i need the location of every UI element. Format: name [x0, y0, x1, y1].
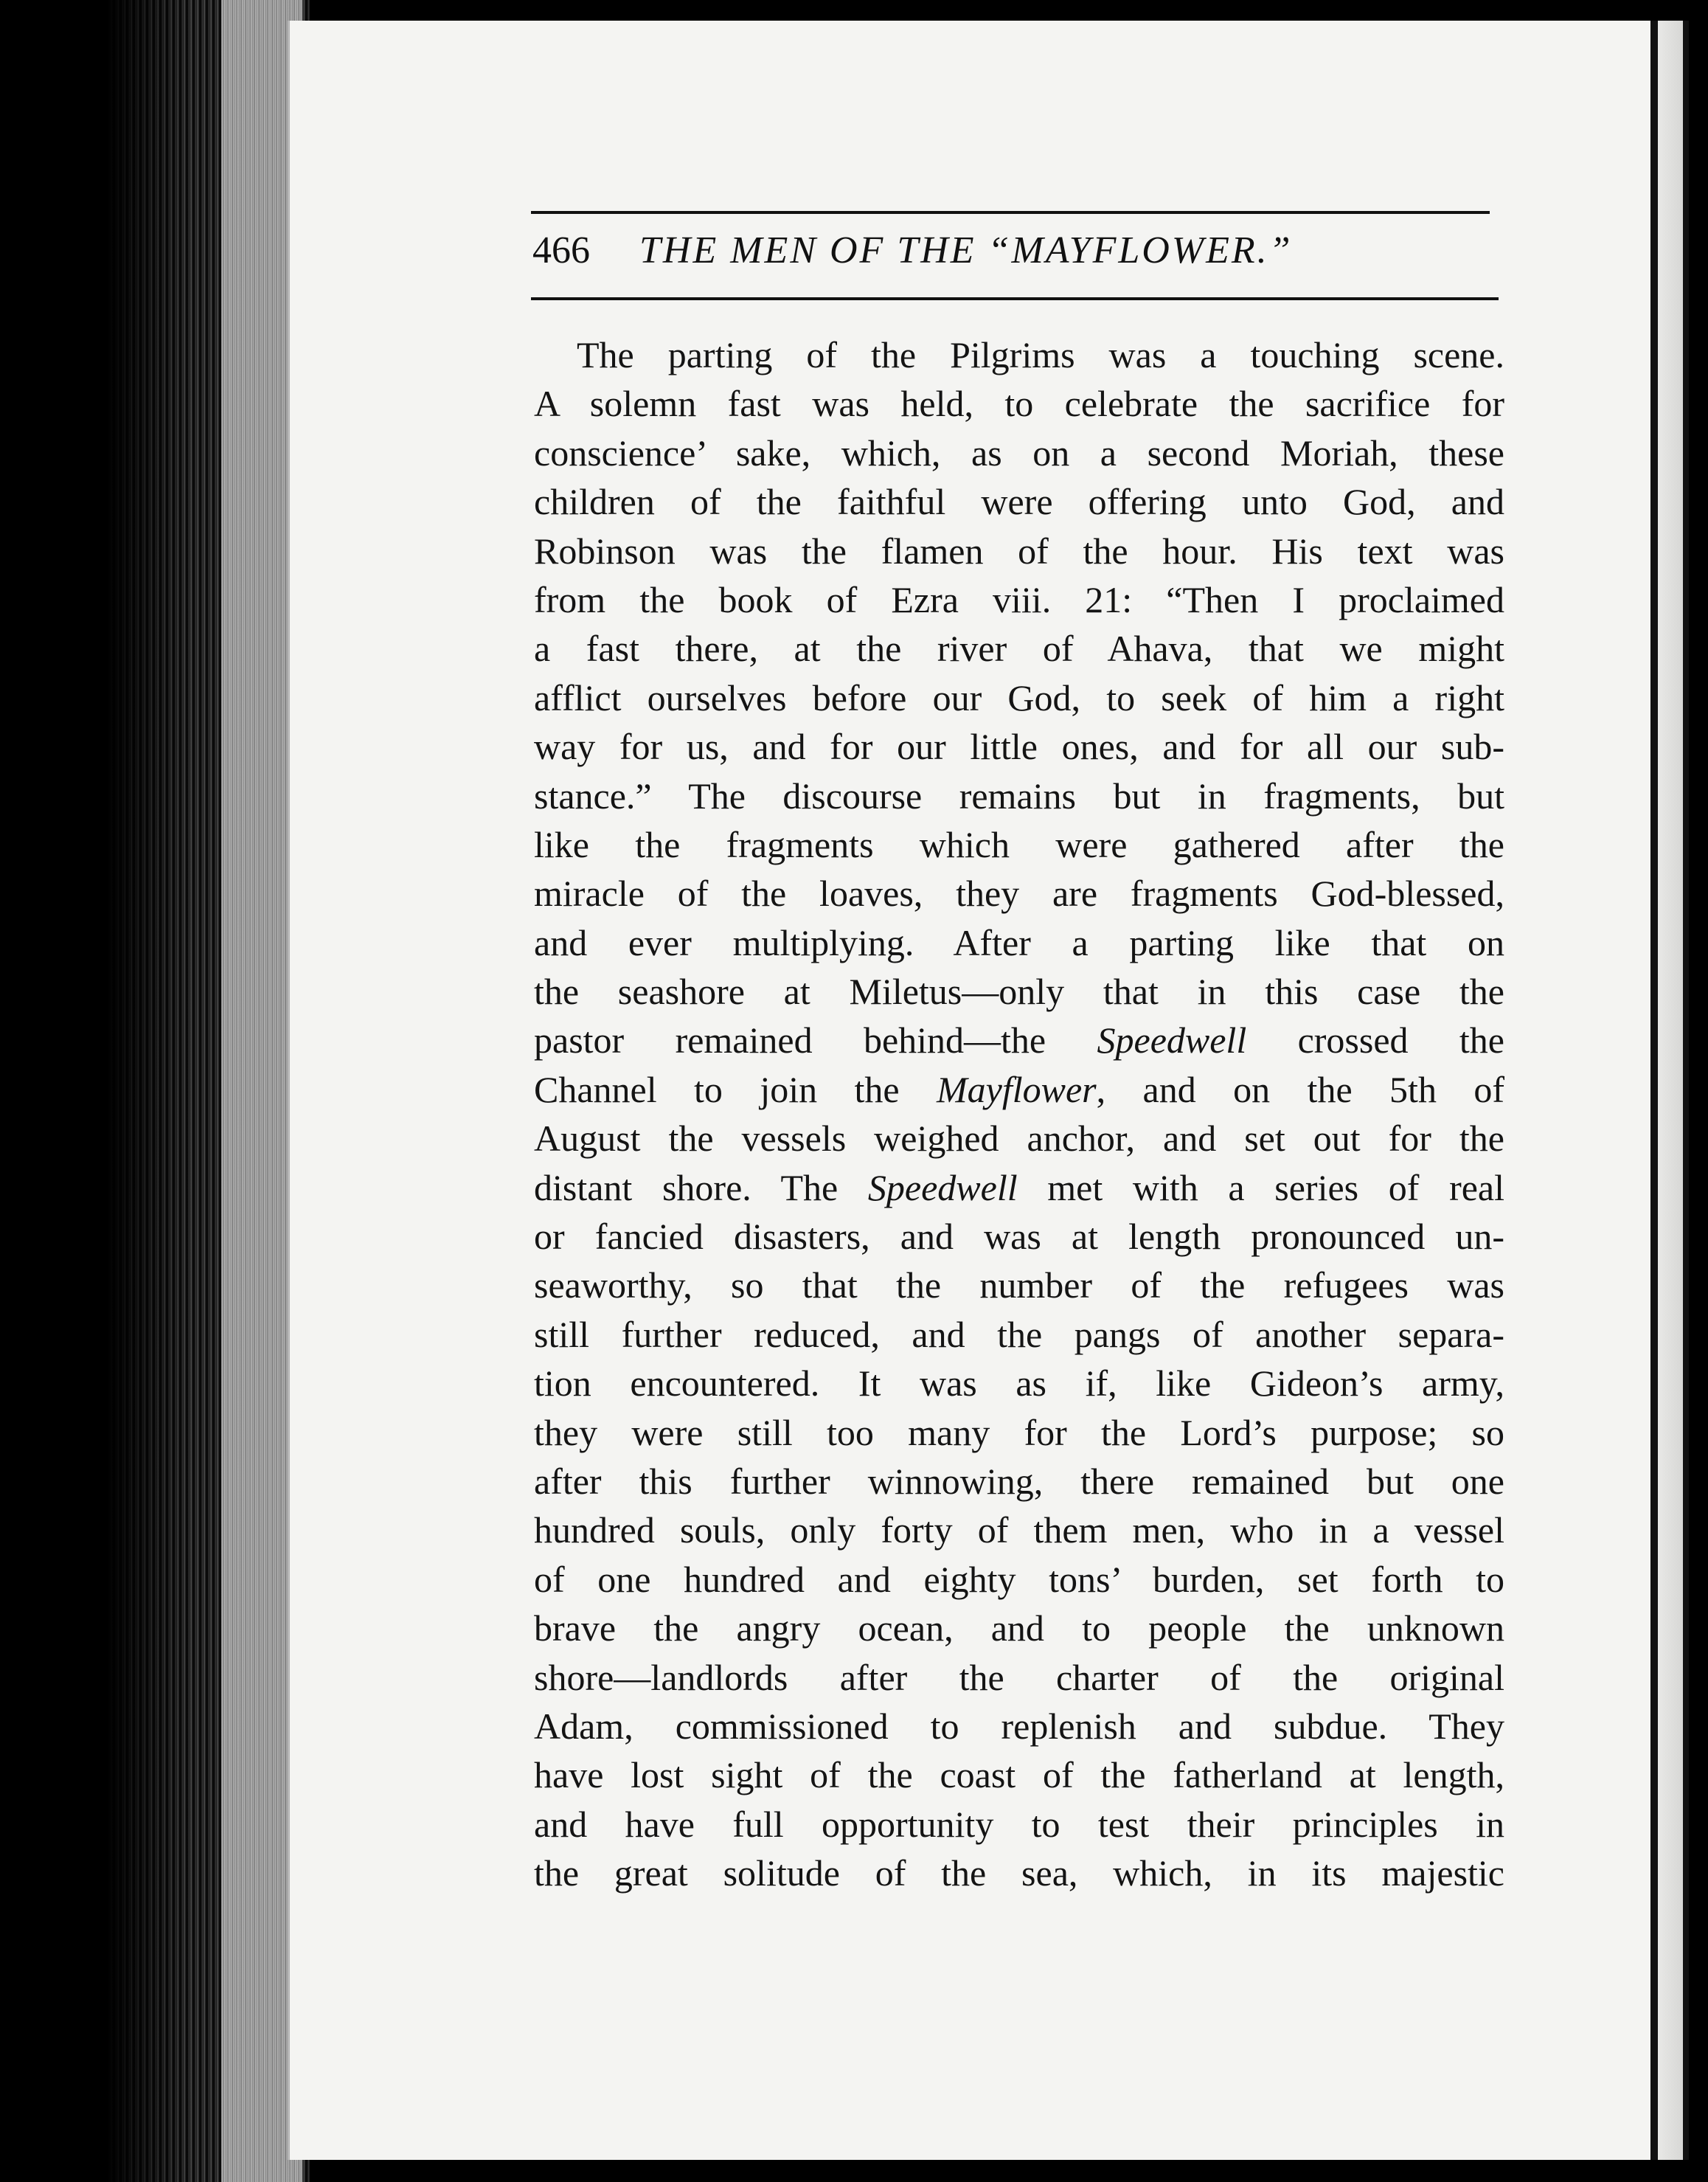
- text-line: pastor remained behind—the Speedwell crossed the: [534, 1019, 1504, 1061]
- text-line: afflict ourselves before our God, to seek of him a right: [534, 676, 1504, 718]
- text-line: brave the angry ocean, and to people the unknown: [534, 1607, 1504, 1649]
- text-line: and ever multiplying. After a parting like that on: [534, 921, 1504, 963]
- text-line: August the vessels weighed anchor, and set out for the: [534, 1118, 1504, 1160]
- text-line: conscience’ sake, which, as on a second Moriah, these: [534, 432, 1504, 474]
- binding-shadow: [0, 0, 192, 2182]
- running-head: [532, 229, 1491, 280]
- text-line: seaworthy, so that the number of the refugees was: [534, 1264, 1504, 1306]
- text-line: like the fragments which were gathered after the: [534, 823, 1504, 865]
- text-line: from the book of Ezra viii. 21: “Then I proclaimed: [534, 578, 1504, 620]
- text-line: Robinson was the flamen of the hour. His text was: [534, 530, 1504, 572]
- text-line: and have full opportunity to test their principles in: [534, 1803, 1504, 1845]
- text-line: they were still too many for the Lord’s purpose; so: [534, 1411, 1504, 1453]
- text-line: after this further winnowing, there remained but one: [534, 1460, 1504, 1502]
- text-line: the great solitude of the sea, which, in its majestic: [534, 1852, 1504, 1894]
- facing-page-sliver: [1658, 21, 1684, 2160]
- text-line: children of the faithful were offering unto God, and: [534, 481, 1504, 523]
- text-line: way for us, and for our little ones, and for all our sub-: [534, 726, 1504, 768]
- ship-name: Speedwell: [1097, 1019, 1247, 1061]
- text-line: miracle of the loaves, they are fragments God-blessed,: [534, 873, 1504, 915]
- text-line: The parting of the Pilgrims was a touching scene.: [577, 334, 1504, 375]
- text-line: still further reduced, and the pangs of another separa-: [534, 1313, 1504, 1355]
- text-line: A solemn fast was held, to celebrate the sacrifice for: [534, 383, 1504, 425]
- text-line: Adam, commissioned to replenish and subdue. They: [534, 1705, 1504, 1747]
- ship-name: Mayflower: [937, 1068, 1097, 1110]
- outer-edge-line: [1683, 21, 1689, 2160]
- text-line: distant shore. The Speedwell met with a series of real: [534, 1166, 1504, 1208]
- text-line: the seashore at Miletus—only that in this case the: [534, 971, 1504, 1013]
- header-rule-top: [531, 211, 1490, 214]
- page-number: 466: [532, 229, 590, 271]
- header-rule-bottom: [531, 297, 1499, 300]
- text-line: stance.” The discourse remains but in fragments, but: [534, 775, 1504, 817]
- text-line: Channel to join the Mayflower, and on the 5th of: [534, 1068, 1504, 1110]
- text-line: of one hundred and eighty tons’ burden, set forth to: [534, 1558, 1504, 1600]
- running-title: THE MEN OF THE “MAYFLOWER.”: [639, 229, 1293, 271]
- body-paragraph: [534, 330, 1504, 1898]
- ship-name: Speedwell: [867, 1166, 1018, 1208]
- text-line: shore—landlords after the charter of the original: [534, 1656, 1504, 1698]
- text-line: or fancied disasters, and was at length pronounced un-: [534, 1216, 1504, 1258]
- gutter-line: [1650, 21, 1658, 2160]
- text-line: hundred souls, only forty of them men, who in a vessel: [534, 1509, 1504, 1551]
- text-line: a fast there, at the river of Ahava, that we might: [534, 628, 1504, 670]
- text-line: tion encountered. It was as if, like Gideon’s army,: [534, 1362, 1504, 1405]
- text-line: have lost sight of the coast of the fatherland at length,: [534, 1754, 1504, 1796]
